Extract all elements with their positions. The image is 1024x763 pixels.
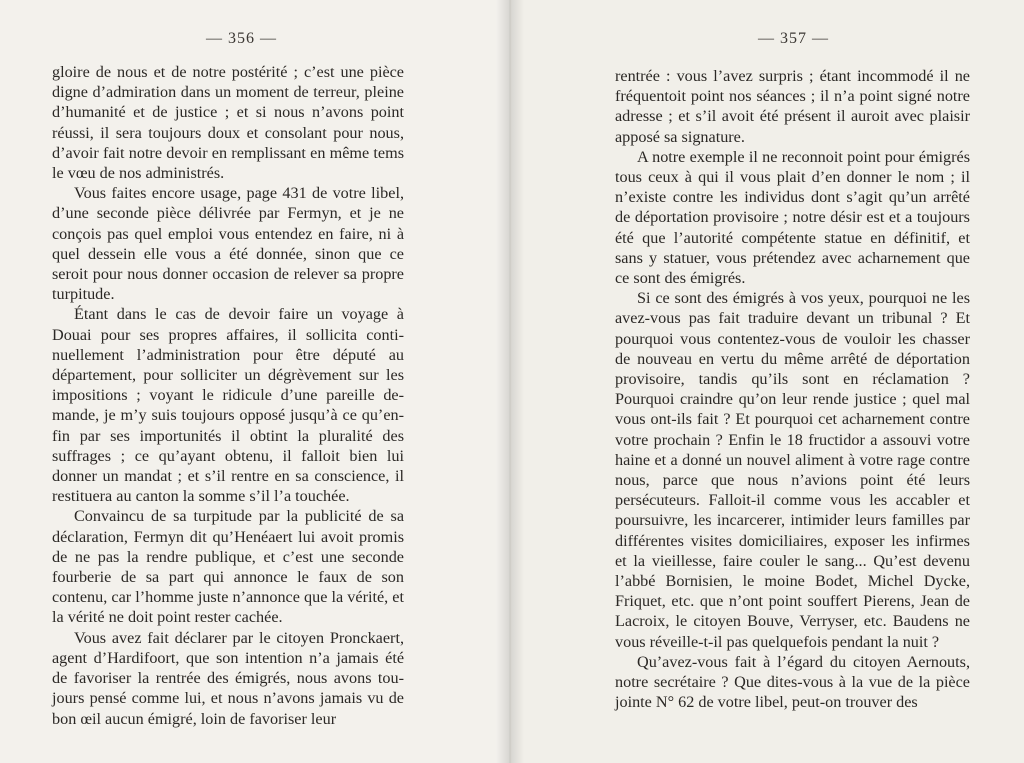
paragraph: Vous faites encore usage, page 431 de votre libel, d’une seconde pièce délivrée par Fermyn, et je ne conçois pas quel emploi vous entendez en faire, ni à quel dessein elle vous a été donnée, sinon que ce seroit pour nous donner occasion de relever sa propre turpitude. bbox=[52, 184, 404, 304]
left-page bbox=[0, 0, 510, 763]
paragraph: Si ce sont des émigrés à vos yeux, pourquoi ne les avez-vous pas fait traduire devant un tribunal ? Et pourquoi vous contentez-vous de vouloir les chasser de nouveau en vertu du même arrêté de déportation provisoire, tandis qu’ils sont en réclamation ? Pourquoi craindre qu’on leur rende justice ; quel mal vous ont-ils fait ? Et pourquoi cet acharnement contre votre prochain ? Enfin le 18 fructidor a assouvi votre haine et a donné un nouvel aliment à votre rage contre nous, parce que nous n’avions point été leurs persécuteurs. Falloit-il comme vous les accabler et poursuivre, les incarcerer, intimider leurs familles par différentes visites domiciliaires, exposer les infirmes et la vieillesse, faire couler le sang... Qu’est devenu l’abbé Bornisien, le moine Bodet, Michel Dycke, Friquet, etc. que n’ont point souffert Pierens, Jean de Lacroix, le citoyen Bouve, Verryser, etc. Baudens ne vous réveille-t-il pas quelquefois pendant la nuit ? bbox=[615, 289, 970, 651]
paragraph: Étant dans le cas de devoir faire un voyage à Douai pour ses propres affaires, il sollicita continuellement l’administration pour être député au département, pour solliciter un dégrèvement sur les impositions ; voyant le ridicule d’une pareille demande, je m’y suis toujours opposé jusqu’à ce qu’enfin par ses importunités il obtint la pluralité des suffrages ; ce qu’ayant obtenu, il falloit bien lui donner un mandat ; et s’il rentre en sa conscience, il restituera au canton la somme s’il l’a touchée. bbox=[52, 305, 404, 506]
left-page-text bbox=[52, 62, 404, 729]
book-gutter-shadow bbox=[496, 0, 524, 763]
paragraph: Vous avez fait déclarer par le citoyen Pronckaert, agent d’Hardifoort, que son intention n’a jamais été de favoriser la rentrée des émigrés, nous avons toujours pensé comme lui, et nous n’avons jamais vu de bon œil aucun émigré, loin de favoriser leur bbox=[52, 628, 404, 728]
paragraph: rentrée : vous l’avez surpris ; étant incommodé il ne fréquentoit point nos séances ; il n’a point signé notre adresse ; et s’il avoit été présent il auroit avec plaisir apposé sa signature. bbox=[615, 67, 970, 146]
paragraph: Qu’avez-vous fait à l’égard du citoyen Aernouts, notre secrétaire ? Que dites-vous à la vue de la pièce jointe N° 62 de votre libel, peut-on trouver des bbox=[615, 652, 970, 712]
paragraph: gloire de nous et de notre postérité ; c’est une pièce digne d’admiration dans un moment de terreur, pleine d’humanité et de justice ; et si nous n’avons point réussi, il sera toujours doux et consolant pour nous, d’avoir fait notre devoir en remplissant en même tems le vœu de nos administrés. bbox=[52, 63, 404, 183]
right-page-number: — 357 — bbox=[758, 30, 829, 47]
left-page-number: — 356 — bbox=[206, 30, 277, 47]
paragraph: A notre exemple il ne reconnoit point pour émigrés tous ceux à qui il vous plait d’en donner le nom ; il n’existe contre les individus dont s’agit qu’un arrêté de déportation provisoire ; notre désir est et a toujours été que l’autorité compétente statue en définitif, et sans y statuer, vous prétendez avec acharnement que ce sont des émigrés. bbox=[615, 147, 970, 288]
right-page bbox=[510, 0, 1024, 763]
paragraph: Convaincu de sa turpitude par la publicité de sa déclaration, Fermyn dit qu’Henéaert lui avoit promis de ne pas la rendre publique, et c’est une seconde fourberie de sa part qui annonce le faux de son contenu, car l’homme juste n’annonce que la vérité, et la vérité ne doit point rester cachée. bbox=[52, 507, 404, 627]
right-page-text bbox=[615, 66, 970, 713]
